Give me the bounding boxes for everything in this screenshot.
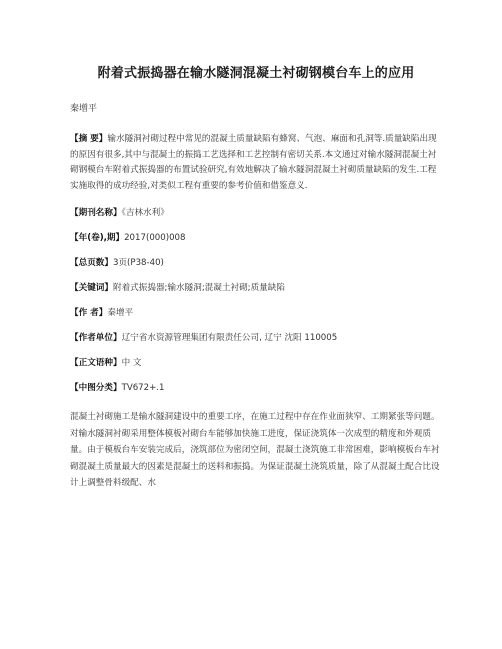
abstract-label: 【摘 要】 bbox=[70, 134, 108, 144]
meta-value: TV672+.1 bbox=[121, 383, 165, 393]
meta-value: 中 文 bbox=[121, 358, 142, 368]
meta-classification bbox=[70, 381, 442, 395]
meta-label: 【作 者】 bbox=[70, 308, 108, 318]
author-name: 秦增平 bbox=[70, 104, 98, 114]
meta-label: 【作者单位】 bbox=[70, 333, 122, 343]
meta-label: 【总页数】 bbox=[70, 258, 113, 268]
meta-journal bbox=[70, 206, 442, 220]
meta-volume-issue bbox=[70, 231, 442, 245]
meta-label: 【中图分类】 bbox=[70, 383, 122, 393]
document-title: 附着式振捣器在输水隧洞混凝土衬砌钢模台车上的应用 bbox=[97, 66, 415, 81]
meta-keywords bbox=[70, 281, 442, 295]
meta-value: 2017(000)008 bbox=[124, 233, 186, 243]
meta-author bbox=[70, 306, 442, 320]
meta-page-count bbox=[70, 256, 442, 270]
meta-value: 辽宁省水资源管理集团有限责任公司, 辽宁 沈阳 110005 bbox=[121, 333, 338, 343]
meta-value: 3页(P38-40) bbox=[112, 258, 164, 268]
body-text bbox=[70, 409, 442, 492]
meta-label: 【正文语种】 bbox=[70, 358, 122, 368]
meta-label: 【年(卷),期】 bbox=[70, 233, 125, 243]
meta-value: 附着式振捣器;输水隧洞;混凝土衬砌;质量缺陷 bbox=[112, 283, 285, 293]
meta-language bbox=[70, 356, 442, 370]
meta-value: 《吉林水利》 bbox=[121, 208, 169, 218]
meta-label: 【关键词】 bbox=[70, 283, 113, 293]
meta-affiliation bbox=[70, 331, 442, 345]
body-paragraph: 混凝土衬砌施工是输水隧洞建设中的重要工序，在施工过程中存在作业面狭窄、工期紧张等问题。对输水隧洞衬砌采用整体模板衬砌台车能够加快施工进度，保证浇筑体一次成型的精度和外观质量。由于模板台车安装完成后，浇筑部位为密闭空间，混凝土浇筑施工非常困难，影响模板台车衬砌混凝土质量最大的因素是混凝土的送料和振捣。为保证混凝土浇筑质量，除了从混凝土配合比设计上调整骨料级配、水 bbox=[70, 412, 440, 489]
meta-label: 【期刊名称】 bbox=[70, 208, 122, 218]
meta-value: 秦增平 bbox=[107, 308, 134, 318]
abstract-block bbox=[70, 132, 442, 194]
abstract-text: 输水隧洞衬砌过程中常见的混凝土质量缺陷有蜂窝、气泡、麻面和孔洞等.质量缺陷出现的原因有很多,其中与混凝土的振捣工艺选择和工艺控制有密切关系.本文通过对输水隧洞混凝土衬砌钢模台车附着式振捣器的布置试验研究,有效地解决了输水隧洞混凝土衬砌质量缺陷的发生.工程实施取得的成功经验,对类似工程有重要的参考价值和借鉴意义. bbox=[70, 134, 437, 191]
